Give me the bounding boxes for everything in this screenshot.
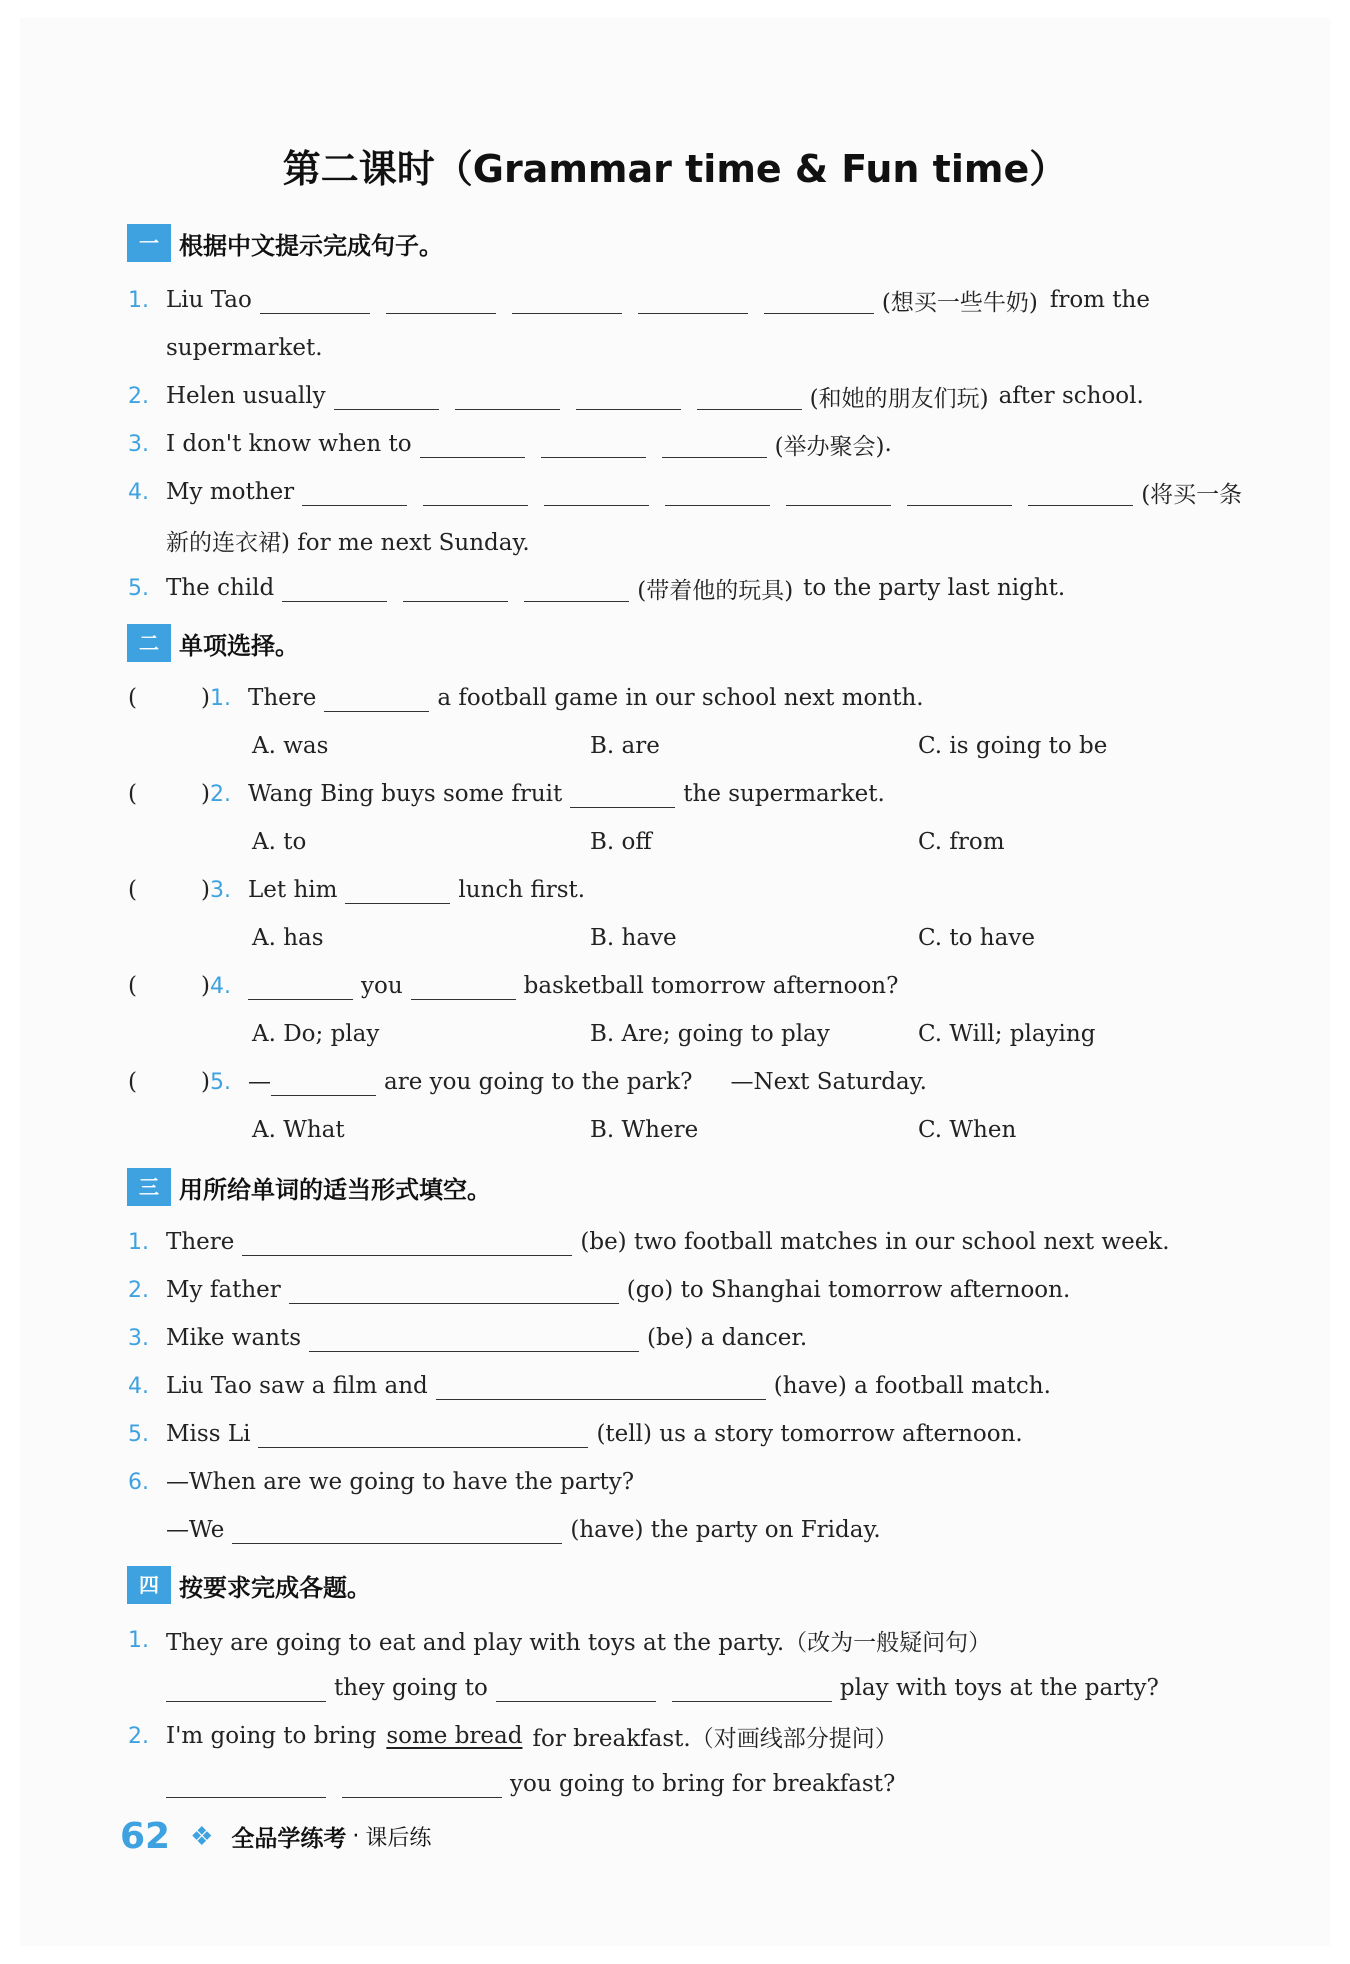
p2-q5-options <box>0 1110 1350 1150</box>
hint-text: (带着他的玩具) <box>637 577 794 604</box>
p1-q4 <box>128 472 1254 512</box>
question-number: 4. <box>128 479 149 505</box>
answer-blank[interactable] <box>309 1325 639 1352</box>
question-text: Mike wants <box>166 1325 302 1351</box>
option-c[interactable]: C. from <box>918 829 1005 855</box>
answer-blank[interactable] <box>423 479 528 506</box>
answer-blank[interactable] <box>436 1373 766 1400</box>
answer-bracket[interactable]: ( ) <box>128 973 210 999</box>
question-text: There <box>248 685 317 711</box>
question-text: —When are we going to have the party? <box>166 1469 635 1495</box>
question-text: (tell) us a story tomorrow afternoon. <box>596 1421 1023 1447</box>
question-text: I'm going to bring <box>166 1723 377 1749</box>
question-number: 2. <box>128 383 149 409</box>
question-number: 5. <box>128 575 149 601</box>
option-b[interactable]: B. off <box>590 829 652 855</box>
answer-blank[interactable] <box>786 479 891 506</box>
p3-q3 <box>128 1318 1254 1358</box>
answer-blank[interactable] <box>665 479 770 506</box>
diamond-icon: ❖ <box>190 1821 214 1852</box>
p2-q1-options <box>0 726 1350 766</box>
answer-blank[interactable] <box>258 1421 588 1448</box>
question-text: to the party last night. <box>803 575 1066 601</box>
question-text: supermarket. <box>166 335 323 361</box>
question-text: There <box>166 1229 235 1255</box>
question-text: Liu Tao saw a film and <box>166 1373 428 1399</box>
answer-bracket[interactable]: ( ) <box>128 685 210 711</box>
question-number: 3. <box>210 877 231 903</box>
answer-blank[interactable] <box>403 575 508 602</box>
question-text: Wang Bing buys some fruit <box>248 781 563 807</box>
question-text: Let him <box>248 877 338 903</box>
p3-q4 <box>128 1366 1254 1406</box>
answer-blank[interactable] <box>242 1229 572 1256</box>
page-number: 62 <box>120 1816 171 1857</box>
question-text: (go) to Shanghai tomorrow afternoon. <box>626 1277 1071 1303</box>
question-text: for breakfast.（对画线部分提问） <box>532 1725 898 1752</box>
option-c[interactable]: C. When <box>918 1117 1017 1143</box>
question-number: 2. <box>128 1723 149 1749</box>
p2-q2-options <box>0 822 1350 862</box>
p2-q1 <box>128 678 1254 718</box>
p2-q3 <box>128 870 1254 910</box>
answer-blank[interactable] <box>166 1771 326 1798</box>
answer-blank[interactable] <box>334 383 439 410</box>
section-badge: 一 <box>127 224 171 262</box>
p2-q5 <box>128 1062 1254 1102</box>
question-text: Miss Li <box>166 1421 251 1447</box>
option-a[interactable]: A. Do; play <box>252 1021 380 1047</box>
answer-blank[interactable] <box>638 287 748 314</box>
question-text: . <box>884 431 892 457</box>
answer-blank[interactable] <box>496 1675 656 1702</box>
question-text: after school. <box>998 383 1144 409</box>
answer-blank[interactable] <box>541 431 646 458</box>
option-c[interactable]: C. to have <box>918 925 1035 951</box>
p3-q1 <box>128 1222 1254 1262</box>
answer-blank[interactable] <box>512 287 622 314</box>
page-title: 第二课时（Grammar time & Fun time） <box>282 147 1068 191</box>
answer-blank[interactable] <box>166 1675 326 1702</box>
answer-blank[interactable] <box>289 1277 619 1304</box>
hint-text: (和她的朋友们玩) <box>809 385 989 412</box>
answer-blank[interactable] <box>248 973 353 1000</box>
question-text: (be) a dancer. <box>647 1325 808 1351</box>
question-number: 1. <box>128 1627 149 1653</box>
question-text: My father <box>166 1277 281 1303</box>
question-text: you <box>361 973 403 999</box>
option-a[interactable]: A. What <box>252 1117 345 1143</box>
p1-q4-cont <box>166 520 1254 560</box>
p2-q4 <box>128 966 1254 1006</box>
question-text: (have) a football match. <box>773 1373 1051 1399</box>
section-badge: 三 <box>127 1168 171 1206</box>
section-1-header <box>127 224 443 262</box>
question-number: 5. <box>210 1069 231 1095</box>
page-footer <box>120 1816 431 1857</box>
option-c[interactable]: C. is going to be <box>918 733 1108 759</box>
answer-blank[interactable] <box>232 1517 562 1544</box>
p2-q2 <box>128 774 1254 814</box>
answer-blank[interactable] <box>544 479 649 506</box>
question-text: They are going to eat and play with toys at the party.（改为一般疑问句） <box>166 1629 992 1656</box>
option-b[interactable]: B. are <box>590 733 660 759</box>
p1-q3 <box>128 424 1254 464</box>
question-text: Helen usually <box>166 383 326 409</box>
p3-q5 <box>128 1414 1254 1454</box>
p2-q4-options <box>0 1014 1350 1054</box>
p4-q2-answer <box>166 1764 1254 1804</box>
question-text: (have) the party on Friday. <box>570 1517 881 1543</box>
hint-text: (想买一些牛奶) <box>881 289 1038 316</box>
question-text: The child <box>166 575 275 601</box>
answer-blank[interactable] <box>764 287 874 314</box>
question-text: —We <box>166 1517 225 1543</box>
p3-q2 <box>128 1270 1254 1310</box>
answer-blank[interactable] <box>386 287 496 314</box>
section-4-header <box>127 1566 371 1604</box>
question-text: My mother <box>166 479 295 505</box>
answer-blank[interactable] <box>345 877 450 904</box>
answer-blank[interactable] <box>411 973 516 1000</box>
p2-q3-options <box>0 918 1350 958</box>
question-number: 1. <box>210 685 231 711</box>
p1-q1 <box>128 280 1254 320</box>
answer-blank[interactable] <box>455 383 560 410</box>
answer-blank[interactable] <box>302 479 407 506</box>
section-title: 用所给单词的适当形式填空。 <box>179 1175 491 1204</box>
underlined-text: some bread <box>386 1723 523 1749</box>
answer-blank[interactable] <box>576 383 681 410</box>
answer-blank[interactable] <box>260 287 370 314</box>
question-text: Liu Tao <box>166 287 252 313</box>
question-text: they going to <box>334 1675 488 1701</box>
question-number: 4. <box>210 973 231 999</box>
p4-q2 <box>128 1716 1254 1756</box>
hint-text: (将买一条 <box>1141 481 1243 508</box>
answer-bracket[interactable]: ( ) <box>128 1069 210 1095</box>
answer-blank[interactable] <box>697 383 802 410</box>
separator-dot: · <box>352 1824 360 1849</box>
question-text: the supermarket. <box>683 781 885 807</box>
section-3-header <box>127 1168 491 1206</box>
section-2-header <box>127 624 299 662</box>
section-title: 按要求完成各题。 <box>179 1573 371 1602</box>
answer-blank[interactable] <box>524 575 629 602</box>
answer-blank[interactable] <box>662 431 767 458</box>
p4-q1-answer <box>166 1668 1254 1708</box>
question-number: 4. <box>128 1373 149 1399</box>
p3-q6 <box>128 1462 1254 1502</box>
question-text: are you going to the park? <box>384 1069 693 1095</box>
section-title: 单项选择。 <box>179 631 299 660</box>
question-number: 5. <box>128 1421 149 1447</box>
p3-q6-answer <box>166 1510 1254 1550</box>
p1-q5 <box>128 568 1254 608</box>
book-subtitle: 课后练 <box>365 1826 432 1851</box>
question-text: I don't know when to <box>166 431 412 457</box>
answer-blank[interactable] <box>342 1771 502 1798</box>
answer-bracket[interactable]: ( ) <box>128 781 210 807</box>
answer-blank[interactable] <box>907 479 1012 506</box>
question-text: (be) two football matches in our school next week. <box>580 1229 1170 1255</box>
question-text: you going to bring for breakfast? <box>510 1771 896 1797</box>
question-number: 3. <box>128 1325 149 1351</box>
question-number: 1. <box>128 1229 149 1255</box>
answer-blank[interactable] <box>570 781 675 808</box>
section-badge: 二 <box>127 624 171 662</box>
hint-text: (举办聚会) <box>774 433 885 460</box>
question-number: 1. <box>128 287 149 313</box>
option-c[interactable]: C. Will; playing <box>918 1021 1096 1047</box>
book-title: 全品学练考 <box>231 1826 347 1852</box>
question-text: 新的连衣裙) for me next Sunday. <box>166 529 530 556</box>
answer-blank[interactable] <box>672 1675 832 1702</box>
answer-blank[interactable] <box>1028 479 1133 506</box>
answer-blank[interactable] <box>271 1069 376 1096</box>
answer-bracket[interactable]: ( ) <box>128 877 210 903</box>
question-number: 3. <box>128 431 149 457</box>
p1-q1-cont <box>166 328 1254 368</box>
question-text: —Next Saturday. <box>730 1069 927 1095</box>
question-text: basketball tomorrow afternoon? <box>523 973 899 999</box>
question-text: lunch first. <box>458 877 586 903</box>
answer-blank[interactable] <box>324 685 429 712</box>
option-b[interactable]: B. Where <box>590 1117 699 1143</box>
question-text: — <box>248 1069 271 1095</box>
section-title: 根据中文提示完成句子。 <box>179 231 443 260</box>
question-number: 2. <box>210 781 231 807</box>
section-badge: 四 <box>127 1566 171 1604</box>
p4-q1 <box>128 1620 1254 1660</box>
option-a[interactable]: A. to <box>252 829 307 855</box>
option-a[interactable]: A. was <box>252 733 329 759</box>
option-a[interactable]: A. has <box>252 925 324 951</box>
option-b[interactable]: B. Are; going to play <box>590 1021 830 1047</box>
question-text: from the <box>1049 287 1150 313</box>
question-text: a football game in our school next month. <box>437 685 924 711</box>
question-text: play with toys at the party? <box>839 1675 1159 1701</box>
p1-q2 <box>128 376 1254 416</box>
answer-blank[interactable] <box>420 431 525 458</box>
question-number: 6. <box>128 1469 149 1495</box>
question-number: 2. <box>128 1277 149 1303</box>
option-b[interactable]: B. have <box>590 925 677 951</box>
answer-blank[interactable] <box>282 575 387 602</box>
